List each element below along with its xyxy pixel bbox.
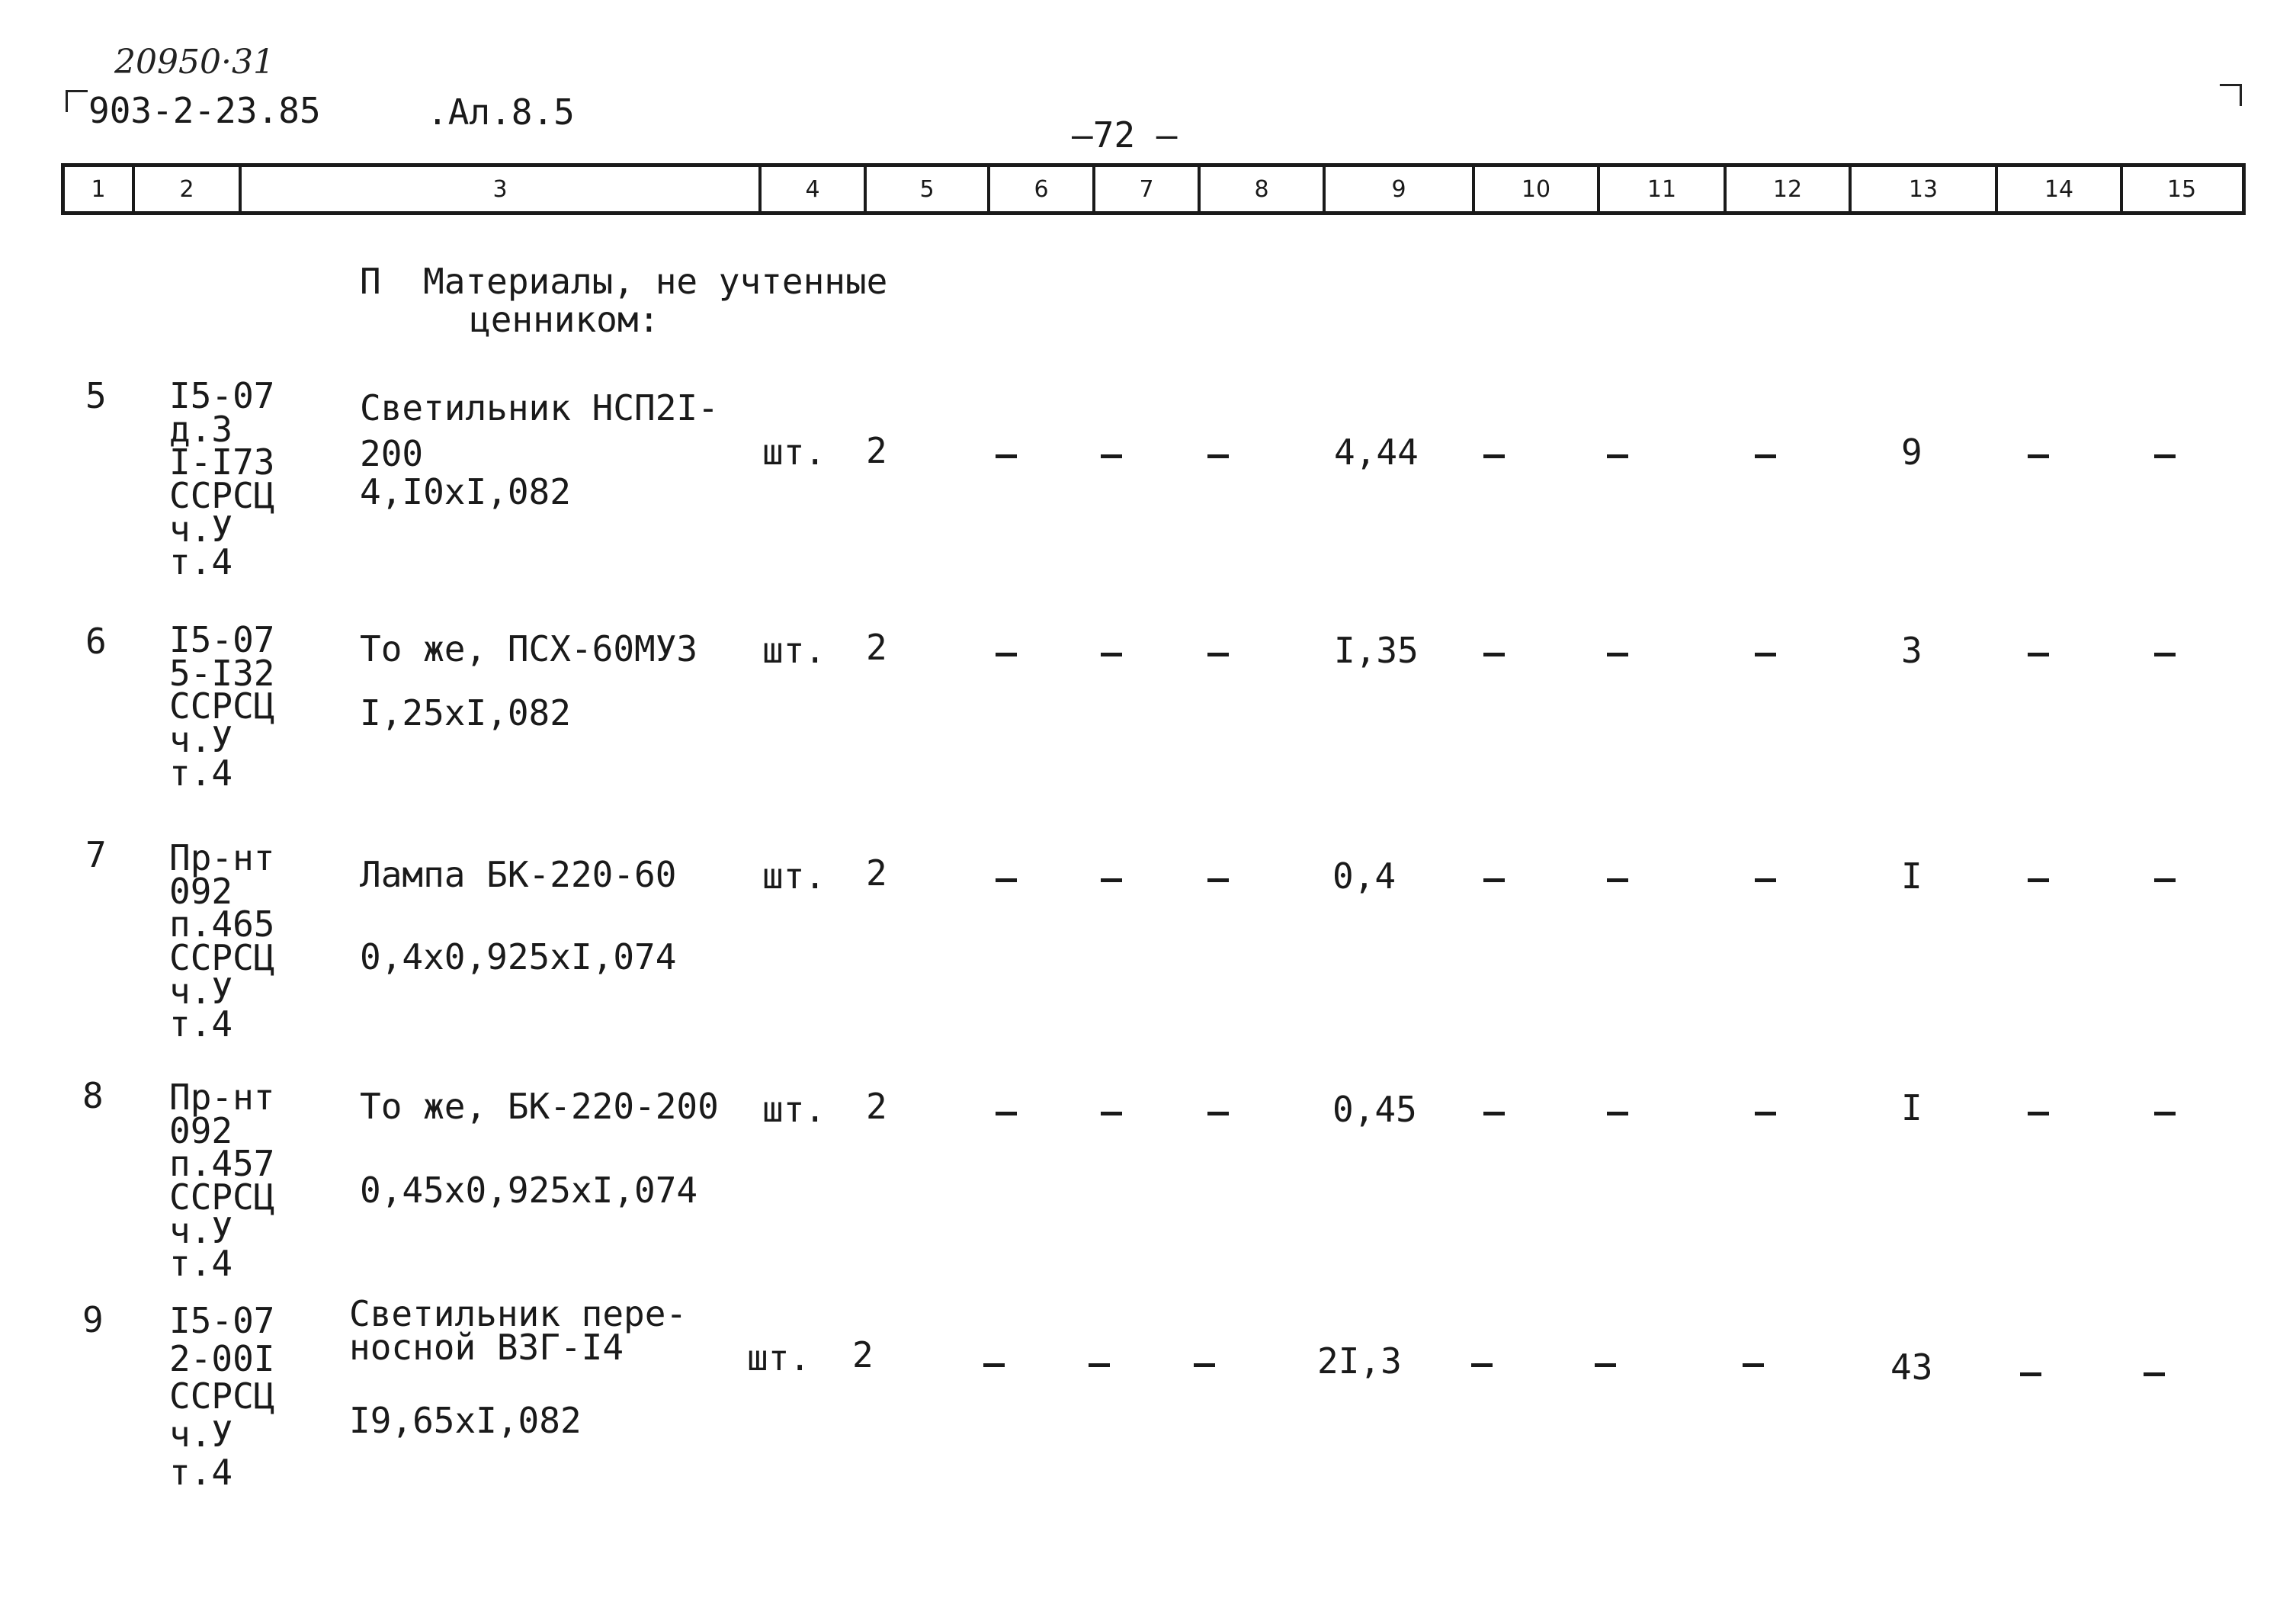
row-name: То же, БК-220-200 — [360, 1086, 719, 1127]
column-header: 11 — [1600, 167, 1727, 211]
row-col9-value: 4,44 — [1334, 432, 1419, 473]
row-col9-value: I,35 — [1334, 630, 1419, 671]
row-calculation: 0,45х0,925хI,074 — [360, 1170, 698, 1211]
row-reference: I5-07 5-I32 ССРСЦ ч.У т.4 — [169, 619, 275, 794]
row-number: 7 — [85, 834, 107, 875]
row-dash-col15 — [2154, 653, 2176, 656]
row-dash-col8 — [1207, 653, 1229, 656]
row-dash-col8 — [1207, 1112, 1229, 1115]
column-header: 15 — [2166, 175, 2197, 203]
row-dash-col12 — [1755, 454, 1776, 458]
row-dash-col8 — [1207, 454, 1229, 458]
row-number: 9 — [82, 1299, 104, 1340]
row-dash-col14 — [2020, 1372, 2041, 1376]
column-header: 10 — [1475, 167, 1600, 211]
row-calculation: I9,65хI,082 — [349, 1400, 582, 1441]
row-dash-col6 — [996, 454, 1017, 458]
row-dash-col6 — [983, 1363, 1005, 1367]
row-reference: I5-07 2-00I ССРСЦ ч.У т.4 — [169, 1300, 275, 1493]
column-header: 6 — [990, 167, 1095, 211]
row-dash-col11 — [1595, 1363, 1616, 1367]
row-dash-col14 — [2028, 878, 2049, 882]
row-dash-col10 — [1483, 454, 1505, 458]
row-dash-col7 — [1101, 878, 1122, 882]
column-header: 9 — [1326, 167, 1475, 211]
column-header: 3 — [242, 167, 762, 211]
row-col13-value: I — [1901, 855, 1922, 897]
column-header: 1 — [65, 167, 135, 211]
row-col9-value: 0,45 — [1332, 1089, 1417, 1130]
row-number: 8 — [82, 1075, 104, 1116]
row-col13-value: 43 — [1890, 1347, 1933, 1388]
row-calculation: 0,4х0,925хI,074 — [360, 936, 677, 977]
column-header: 2 — [135, 167, 242, 211]
row-dash-col15 — [2154, 1112, 2176, 1115]
row-dash-col11 — [1607, 878, 1628, 882]
row-dash-col10 — [1483, 653, 1505, 656]
section-title-line2: ценником: — [470, 299, 660, 340]
column-header: 13 — [1852, 167, 1998, 211]
row-dash-col6 — [996, 878, 1017, 882]
row-name: Светильник НСП2I- 200 — [360, 387, 719, 474]
row-dash-col12 — [1755, 878, 1776, 882]
section-title-line1: П Материалы, не учтенные — [360, 261, 888, 302]
corner-mark-left — [66, 90, 88, 112]
row-dash-col7 — [1101, 454, 1122, 458]
column-header-row — [61, 163, 2246, 215]
row-quantity: 2 — [852, 1334, 874, 1375]
row-dash-col8 — [1194, 1363, 1215, 1367]
row-dash-col11 — [1607, 454, 1628, 458]
row-dash-col6 — [996, 1112, 1017, 1115]
row-unit: шт. — [762, 432, 826, 473]
row-dash-col14 — [2028, 454, 2049, 458]
row-col13-value: I — [1901, 1087, 1922, 1128]
row-dash-col10 — [1483, 1112, 1505, 1115]
row-col9-value: 0,4 — [1332, 855, 1397, 897]
row-reference: I5-07 д.3 I-I73 ССРСЦ ч.У т.4 — [169, 375, 275, 583]
row-dash-col15 — [2154, 454, 2176, 458]
corner-mark-right — [2220, 84, 2242, 106]
row-name: Светильник пере- носной ВЗГ-I4 — [349, 1293, 688, 1368]
row-unit: шт. — [762, 1089, 826, 1130]
column-header: 4 — [762, 167, 867, 211]
row-name: Лампа БК-220-60 — [360, 854, 677, 895]
column-header: 7 — [1095, 167, 1201, 211]
row-calculation: I,25хI,082 — [360, 692, 571, 733]
row-col13-value: 3 — [1901, 630, 1922, 671]
row-name: То же, ПСХ-60МУЗ — [360, 628, 698, 669]
row-reference: Пр-нт 092 п.465 ССРСЦ ч.У т.4 — [169, 837, 275, 1045]
row-dash-col12 — [1755, 1112, 1776, 1115]
row-dash-col14 — [2028, 653, 2049, 656]
row-dash-col6 — [996, 653, 1017, 656]
handwritten-code: 20950·31 — [114, 43, 274, 82]
page-number: —72 — — [1072, 114, 1178, 156]
row-dash-col15 — [2154, 878, 2176, 882]
row-quantity: 2 — [866, 430, 887, 471]
row-calculation: 4,I0хI,082 — [360, 471, 571, 512]
row-dash-col15 — [2144, 1372, 2165, 1376]
album-number: .Ал.8.5 — [427, 91, 575, 133]
row-dash-col7 — [1101, 1112, 1122, 1115]
row-col9-value: 2I,3 — [1317, 1340, 1402, 1382]
column-header: 14 — [1998, 167, 2123, 211]
row-unit: шт. — [762, 630, 826, 671]
row-col13-value: 9 — [1901, 432, 1922, 473]
column-header: 12 — [1727, 167, 1852, 211]
row-dash-col7 — [1101, 653, 1122, 656]
column-header: 5 — [867, 167, 990, 211]
row-quantity: 2 — [866, 1086, 887, 1127]
doc-number: 903-2-23.85 — [88, 90, 321, 131]
row-quantity: 2 — [866, 627, 887, 668]
column-header: 8 — [1201, 167, 1326, 211]
row-dash-col14 — [2028, 1112, 2049, 1115]
row-dash-col7 — [1089, 1363, 1110, 1367]
row-reference: Пр-нт 092 п.457 ССРСЦ ч.У т.4 — [169, 1077, 275, 1285]
row-unit: шт. — [762, 855, 826, 897]
row-dash-col12 — [1743, 1363, 1764, 1367]
row-quantity: 2 — [866, 852, 887, 894]
row-unit: шт. — [747, 1337, 811, 1379]
row-dash-col11 — [1607, 653, 1628, 656]
row-number: 5 — [85, 375, 107, 416]
row-dash-col10 — [1471, 1363, 1493, 1367]
row-dash-col12 — [1755, 653, 1776, 656]
row-number: 6 — [85, 621, 107, 662]
row-dash-col8 — [1207, 878, 1229, 882]
row-dash-col10 — [1483, 878, 1505, 882]
row-dash-col11 — [1607, 1112, 1628, 1115]
